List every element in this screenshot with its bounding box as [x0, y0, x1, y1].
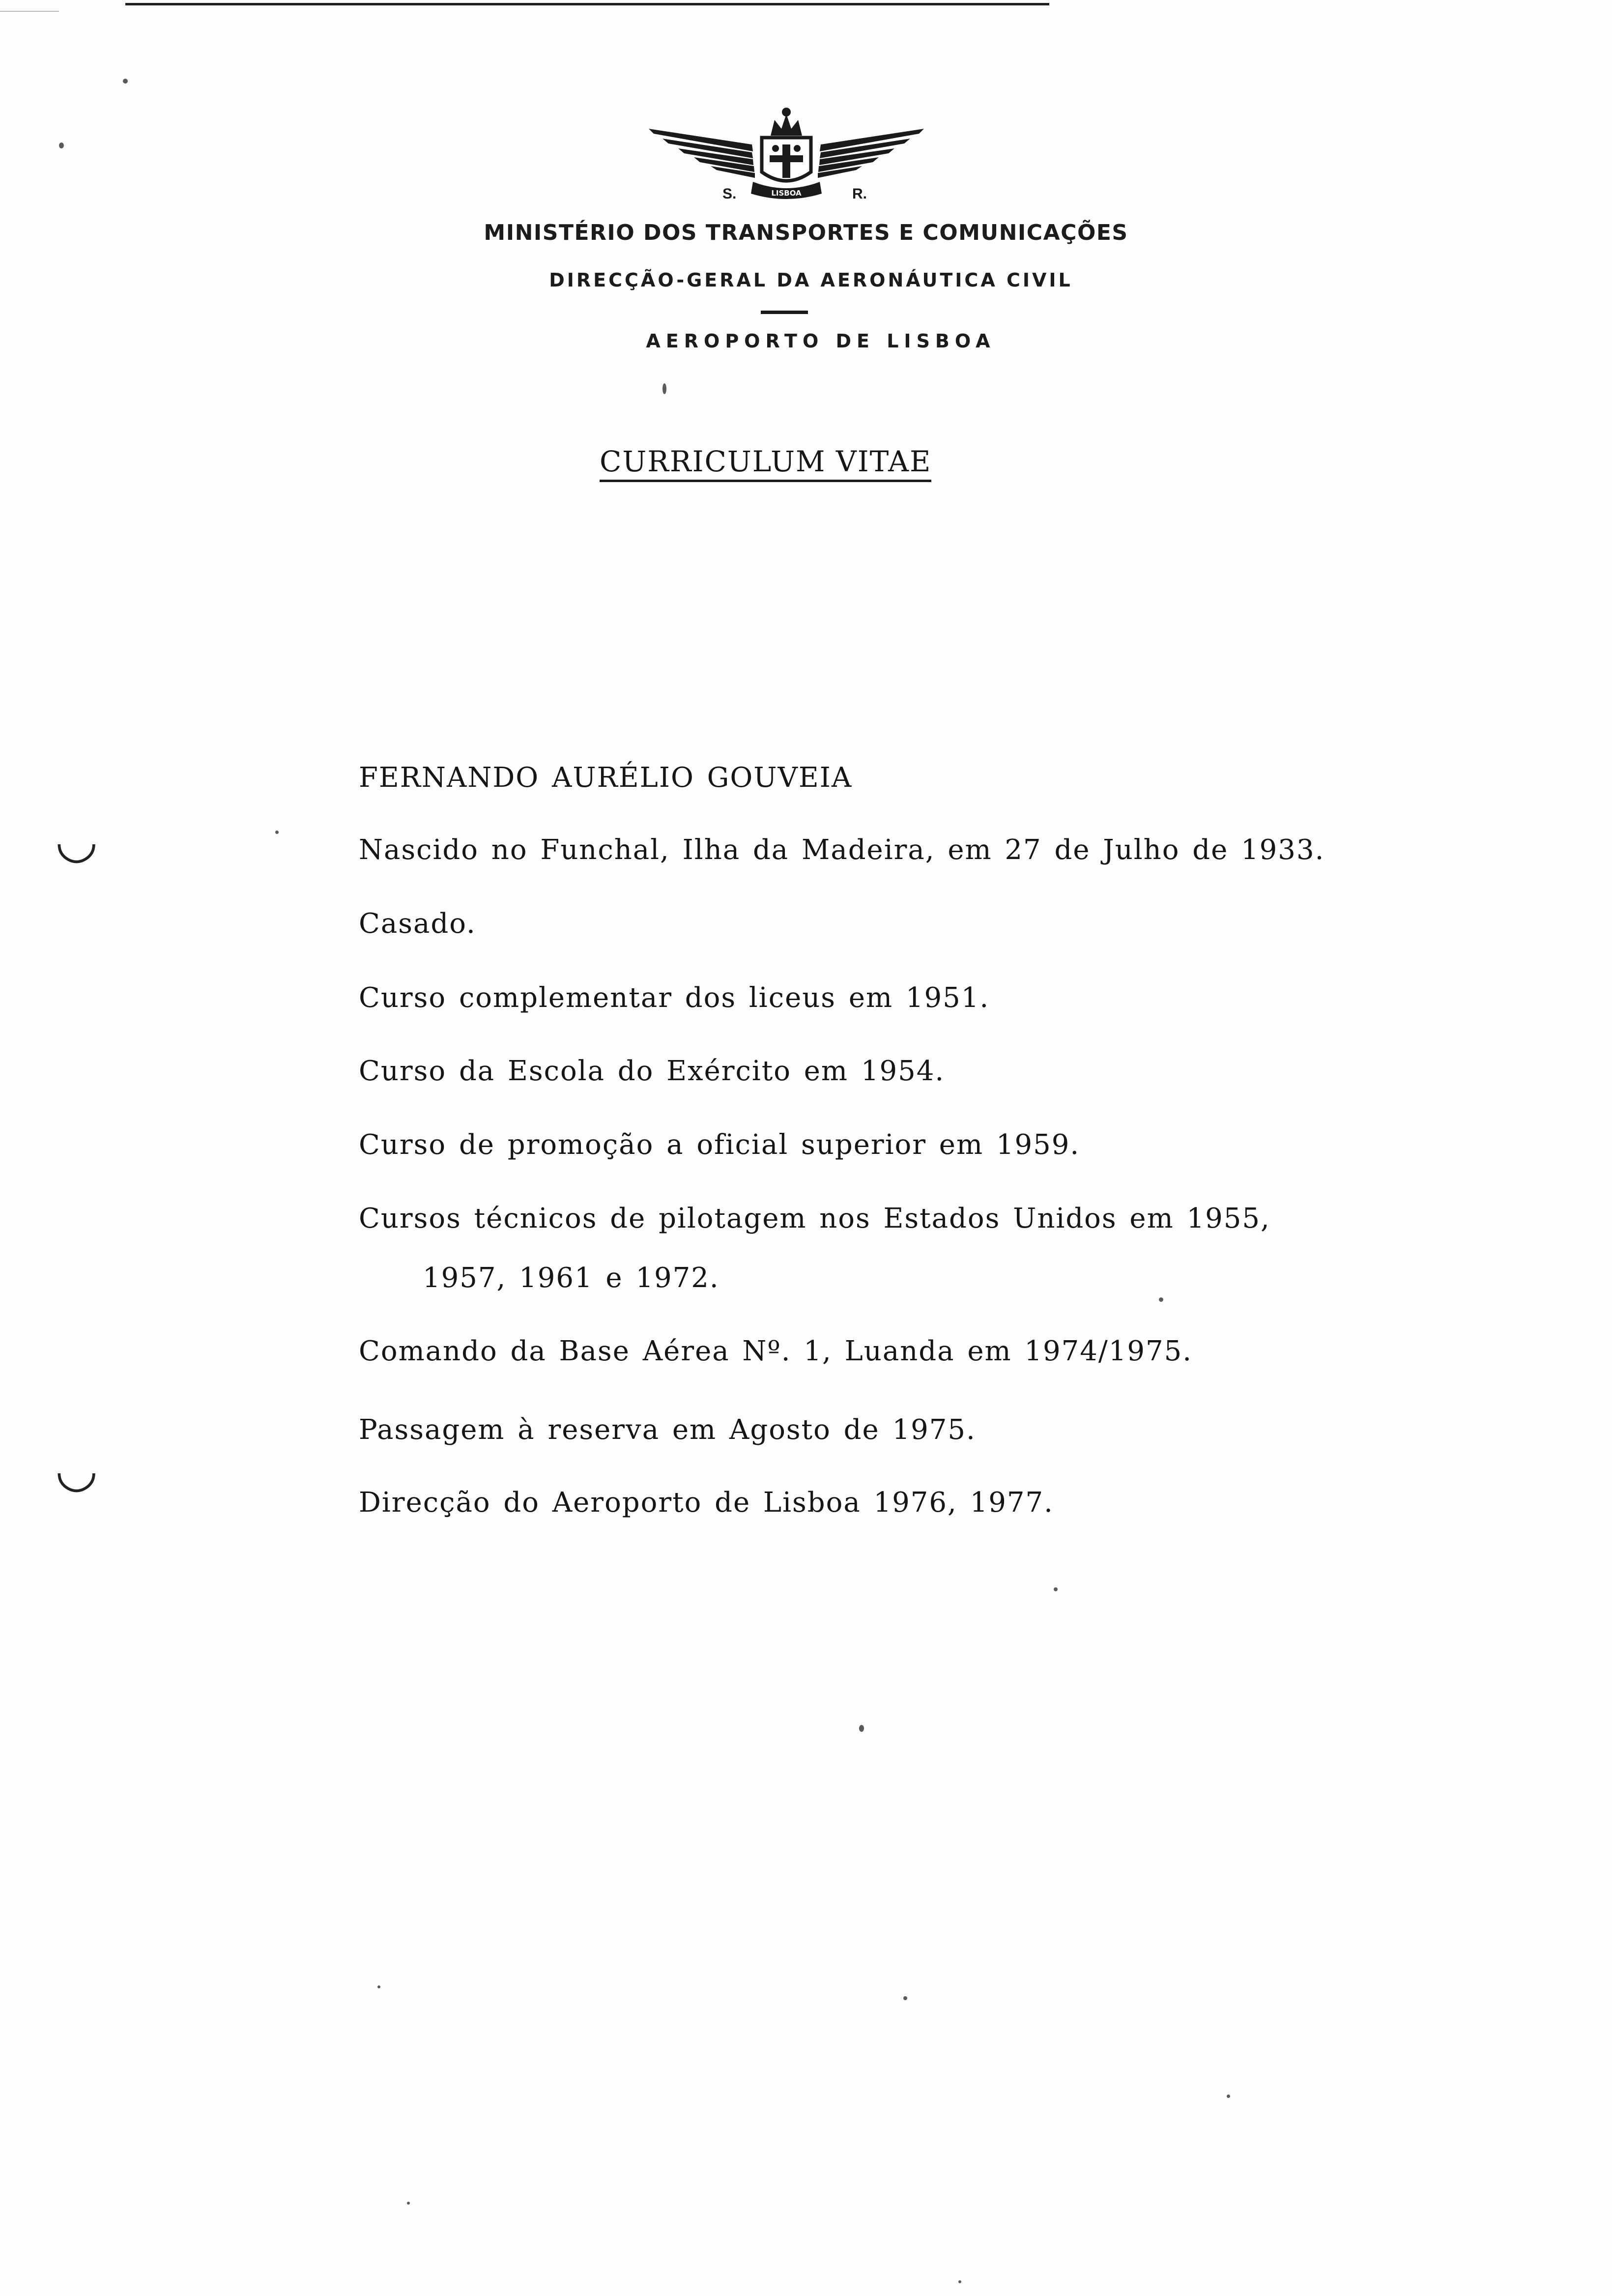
scan-speck [123, 79, 128, 84]
emblem-right-letter: R. [852, 186, 867, 202]
document-title: CURRICULUM VITAE [600, 446, 931, 482]
scan-speck [377, 1985, 380, 1988]
entry-pilot-courses: Cursos técnicos de pilotagem nos Estados Unidos em 1955, [359, 1203, 1270, 1234]
entry-reserve: Passagem à reserva em Agosto de 1975. [359, 1414, 976, 1446]
airport-heading: AEROPORTO DE LISBOA [646, 330, 996, 352]
header-divider [761, 311, 808, 314]
scan-speck [662, 383, 666, 394]
scan-speck [958, 2280, 961, 2283]
directorate-heading: DIRECÇÃO-GERAL DA AERONÁUTICA CIVIL [549, 269, 1073, 291]
entry-officer-promotion: Curso de promoção a oficial superior em 1959. [359, 1129, 1080, 1161]
entry-birth: Nascido no Funchal, Ilha da Madeira, em 27 de Julho de 1933. [359, 834, 1325, 866]
scan-speck [1227, 2095, 1230, 2098]
scan-speck [903, 1996, 907, 2000]
person-name: FERNANDO AURÉLIO GOUVEIA [359, 762, 853, 794]
entry-airport-direction: Direcção do Aeroporto de Lisboa 1976, 1977. [359, 1487, 1054, 1519]
scan-speck [59, 143, 64, 148]
scan-speck [275, 831, 279, 834]
margin-curve-mark: ◡ [55, 1440, 98, 1498]
entry-air-base-command: Comando da Base Aérea Nº. 1, Luanda em 1974/1975. [359, 1335, 1193, 1367]
entry-marital-status: Casado. [359, 908, 476, 940]
ministry-heading: MINISTÉRIO DOS TRANSPORTES E COMUNICAÇÕES [484, 220, 1128, 245]
entry-army-school: Curso da Escola do Exército em 1954. [359, 1055, 945, 1087]
entry-secondary-school: Curso complementar dos liceus em 1951. [359, 982, 990, 1014]
emblem-left-letter: S. [722, 186, 737, 202]
scan-speck [859, 1725, 864, 1732]
wings-emblem-icon [639, 103, 934, 206]
entry-pilot-courses-continued: 1957, 1961 e 1972. [423, 1262, 720, 1294]
margin-curve-mark: ◡ [55, 811, 98, 869]
aviation-wings-emblem [639, 103, 934, 206]
top-border-line [125, 3, 1049, 5]
top-border-line-left [0, 11, 59, 12]
scan-speck [407, 2202, 410, 2205]
scan-speck [1159, 1297, 1163, 1302]
scan-speck [1054, 1587, 1058, 1591]
emblem-banner-text: LISBOA [771, 189, 802, 198]
